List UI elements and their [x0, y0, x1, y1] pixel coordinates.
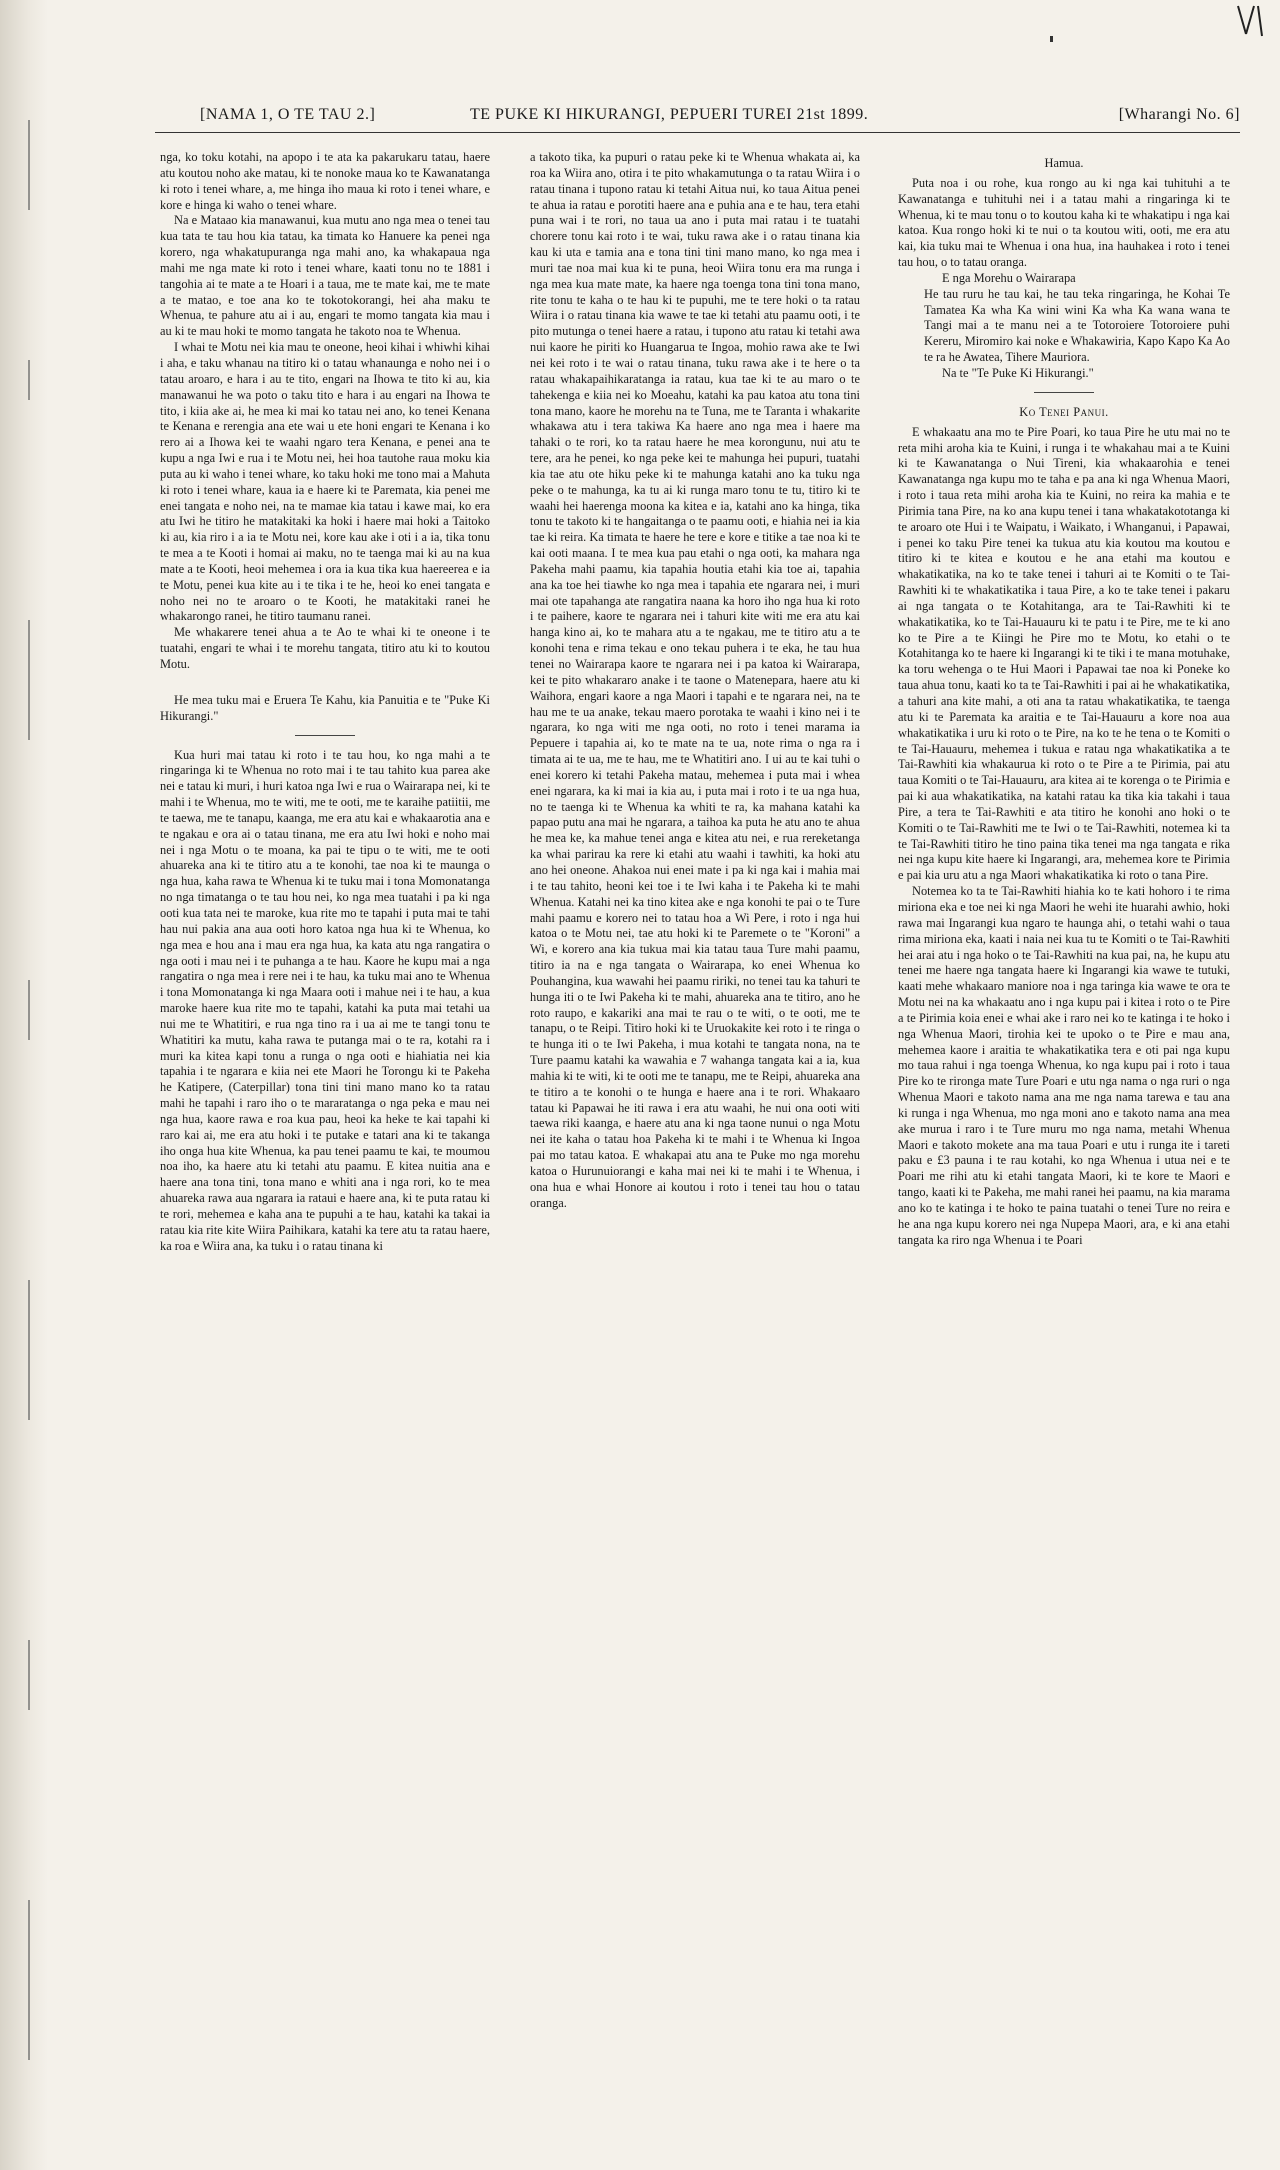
poem-signature: Na te "Te Puke Ki Hikurangi.": [942, 365, 1094, 380]
issue-number: [NAMA 1, O TE TAU 2.]: [200, 106, 376, 123]
torn-corner-icon: [1232, 4, 1272, 38]
paragraph: Kua huri mai tatau ki roto i te tau hou, ko nga mahi a te ringaringa ki te Whenua no roto mai i te tau tahito kua parea ake nei e tatau ki muri, i huri katoa nga Iwi e rua o Wairarapa nei, ki te mahi i te Whenua, mo te witi, me te ooti, me te karaihe patiitii, me te taewa, me te tanapu, kaanga, me era atu kai e whakaarotia ana e te ngakau e ora ai o tatau tinana, me era atu Iwi hoki e noho mai nei i nga Motu o te moana, ka pai te tipu o te witi, me te ooti ahuareka ana ki te titiro atu a te konohi, tae noa ki te maunga o nga hua, kaha rawa te Whenua ki te tuku mai i tona Momonatanga no nga timatanga o te tau hou nei, ko nga mea tuatahi i pa ki nga ooti kua tata nei te maroke, kua rite mo te tapahi i puta mai te tahi hau nui pakia ana aua ooti horo katoa nga hua ki te Whenua, ko nga mea e hou ana i mau era nga hua, ka kata atu nga rangatira o nga ooti i mau nei i te puhanga a te hau. Kaore he kupu mai a nga rangatira o nga mea i rere nei i te hau, ka tuku mai ano te Whenua i tona Momonatanga ki nga Maara ooti i mahue nei i te hau, a kua maroke haere kua rite mo te tapahi, katahi ka puta mai tetahi ua nui me te Whatitiri, e rua nga tino ra i ua ai me te tangi tonu te Whatitiri ka mutu, kaha rawa te putanga mai o te ra, kotahi ra i muri ka kitea kapi tonu a runga o nga ooti e hiahiatia nei kia tapahia i te ngarara e kiia nei ete Maori he Torongu ki te Pakeha he Katipere, (Caterpillar) tona tini tini mano mano ko ta ratau mahi he tapahi i raro iho o te mararatanga o nga peka e mau nei nga hua, kaore rawa e roa kua pau, heoi ka heke te kai tapahi ki raro kai ai, me era atu hoki i te putake e tatari ana ki te takanga iho onga hua kite Whenua, ka pau tenei paamu te kai, te moumou noa iho, ka haere atu ki tetahi atu paamu. E kitea nuitia ana e haere ana tona tini, tona mano e whiti ana i nga rori, ko te mea ahuareka rawa aua ngarara ia rataui e haere ana, ki te puta ratau ki te rori, mehemea e kaha ana te pupuhi a te hau, katahi ka takai ia ratau kia rite kite Wiira Paihikara, katahi ka tere atu ta ratau haere, ka roa e Wiira ana, ka tuku i o ratau tinana ki: [160, 747, 490, 1253]
paragraph: E whakaatu ana mo te Pire Poari, ko taua Pire he utu mai no te reta mihi aroha kia te Kuini, i runga i te whakahau mai a te Kuini ki te Kawanatanga o Nui Tireni, kia whakaarohia e tenei Kawanatanga nga kupu mo te taha e pa ana ki nga Whenua Maori, i roto i taua reta mihi aroha kia te Kuini, no reira ka mahia e te Pirimia tana Pire, na ko ana kupu tenei i tana whakatakototanga ki te aroaro ote Hui i te Waipatu, i Waikato, i Whanganui, i Papawai, i penei ko taku Pire tenei ka tukua atu kia koutou ma koutou e titiro ki te kitea e koutou e he ana etahi ma koutou e whakatikatika, na ko te take tenei i tahuri ai te Komiti o te Tai-Rawhiti ki te whakatikatika i taua Pire, a ko te take tenei i pakaru ai nga tangata o te Kotahitanga, ara te Tai-Rawhiti ki te whakatikatika, ko te Tai-Hauauru ki te patu i te Pire, me te ki ano ko te Pire a te Kiingi he Pire mo te Motu, ko etahi o te Kotahitanga ko te haere ki Ingarangi ki te tiki i te mana motuhake, ka toru wehenga o te Hui Maori i Papawai tae noa ki Poneke ko taua ahua tonu, kaati ko ta te Tai-Rawhiti i pai ai he whakatikatika, a tahuri ana kite mahi, a oti ana ta ratau whakatikatika, te taenga atu ki te Paremata ka araitia e te Tai-Hauauru a kore noa aua whakatikatika i uru ki roto o te Pire, na ko te he tena o te Komiti o te Tai-Hauauru, mehemea i tukua e ratau nga whakatikatika a te Tai-Rawhiti kia whakaurua ki roto o te Pire a te Pirimia, pai atu taua Komiti o te Tai-Hauauru, ara kitea ai te korenga o te Pirimia e pai ki aua whakatikatika, na katahi ratau ka tika kia takahi i taua Pire, a tera te Tai-Rawhiti e ata titiro he konohi ano hoki o te Komiti o te Tai-Rawhiti me te Iwi o te Tai-Rawhiti, notemea ki ta te Tai-Rawhiti titiro he tino paina tika tenei ma nga tangata e rika nei nga kupu kite haere ki Ingarangi, ara, mehemea kore te Pirimia e pai kia uru atu a nga Maori whakatikatika ki roto o tana Pire.: [898, 424, 1230, 883]
divider: [295, 735, 355, 736]
article-heading: Ko Tenei Panui.: [1019, 404, 1109, 419]
paragraph: a takoto tika, ka pupuri o ratau peke ki te Whenua whakata ai, ka roa ka Wiira ano, otira i te pito whakamutunga o ta ratau Wiira i o ratau tinana i tupono ratau ki tetahi Aitua nui, ko taua Aitua penei te ahua ia ratau e porotiti haere ana e puhia ana e te hau, tera etahi puna wai i te rori, no taua ua ano i puta mai ratau i te tuatahi chorere tonu kai roto i te wai, tuku rawa ake i o ratau tinana kia kau ki uta e tamia ana e tona tini tini mano mano, ko nga mea i muri tae noa mai kua ki te puna, heoi Wiira tonu era ma runga i nga mea kua mate mate, ka haere nga toenga tona tini tona mano, rite tonu te kaha o te hau ki te pupuhi, me te tere hoki o ta ratau Wiira i o ratau tinana kia wawe te tae ki tetahi atu paamu ooti, i te pito mutunga o tenei haere a ratau, i tupono atu ratau ki tetahi awa nui kaore he piriti ko Huangarua te Ingoa, mohio rawa ake te Iwi nei kei roto i te wai o ratau tinana, tuku rawa ake i te here o ta ratau whakapaihikaratanga ia ratau, kua tae ki te au maro o te tahekenga e kiia nei ko Moeahu, katahi ka pau katoa atu tona tini tona mano, kaore he morehu na te Tuna, me te Taranta i whakarite whakawa atu i tera takiwa Ka haere ano nga mea i haere ma tahaki o te rori, ko ta ratau haere he mea korongunu, nui atu te tere, ara he penei, ko nga peke kei te mahunga hei pupuri, tuatahi kia tae atu ote hiku peke ki te mahunga katahi ano ka tuku nga peke o te mahunga, ka tu ai ki runga maro tonu te tu, titiro ki te waahi hei haerenga moona ka kitea e ia, katahi ano ka hinga, tika tonu te takoto ki te hangaitanga o te paamu ooti, e hiahia nei ia kia tae ki reira. Ka timata te haere he tere e kore e titike a tae noa ki te kai ooti maana. I te mea kua pau etahi o nga ooti, ka mahara nga Pakeha mahi paamu, kia tapahia houtia etahi kia toe ai, tapahia ana ka toe hei tiawhe ko nga mea i tapahia ete ngarara nei, i muri mai ote tapahanga ate rangatira naana ka horo iho nga hua ki roto i te paihere, kaore te ngarara nei i tahuri kite witi me era atu kai hanga kino ai, ko te mahara atu a te ngakau, me te titiro atu a te konohi tena e rima tekau e ono tekau puhera i te eka, he tau hua tenei no Wairarapa kaore te ngarara nei i pa katoa ki Wairarapa, kei te pito whakararo anake i te taone o Matenepara, haere atu ki Waihora, engari kaore a nga Maori i tapahi e te ngarara nei, na te hau me te ua anake, tekau maero porotaka te waahi i kino nei i te ngarara, ko nga witi me nga ooti, no roto i tenei marama ia Pepuere i tapahia ai, ko te mate na te ua, note rima o nga ra i timata ai te ua, me te hau, me te Whatitiri ano. I ui au te kai tuhi o enei korero ki tetahi Pakeha matau, mehemea i puta mai i whea enei ngarara, ka ki mai ia kia au, i puta mai i roto i te ua nga hua, no te taenga ki te Whenua ka whiti te ra, ka mahana katahi ka papao putu ana mai he ngarara, a taihoa ka puta he atu ano te ahua he mea ke, ka mahue tenei anga e kitea atu nei, e rua rereketanga ka whai parirau ka rere ki etahi atu waahi i tawhiti, ka hoki atu ano hei oneone. Ahakoa nui enei mate i pa ki nga kai i mahia mai i te tau tahito, heoni kei toe i te Iwi kaha i te Pakeha ki te mahi Whenua. Katahi nei ka tino kitea ake e nga konohi te pai o te Ture mahi paamu e korero nei to tatau hoa a Wi Pere, i roto i nga hui katoa o te Motu nei, tae atu hoki ki te Paremete o te "Koroni" a Wi, e korero ana kia tukua mai kia tatau taua Ture mahi paamu, titiro ia na e nga tangata o Wairarapa, ko enei Whenua ko Pouhangina, kua wawahi hei paamu ririki, no tenei tau ka tahuri te hunga iti o te Iwi Pakeha ki te mahi, ahuareka ana te titiro, ano he roto raupo, e kakariki ana mai te rau o te witi, o te ooti, me te tanapu, o te Reipi. Titiro hoki ki te Uruokakite kei roto i te ringa o te hunga iti o te Iwi Pakeha, i mua kotahi te tangata nona, na te Ture paamu katahi ka wawahia e 7 wahanga tangata kai a ia, kua mahia ki te witi, ki te ooti me te tanapu, me te Reipi, ahuareka ana te titiro a te konohi o te hunga e haere ana i te rori. Whakaaro tatau ki Papawai he iti rawa i era atu waahi, he nui ona ooti witi taewa riki kaanga, e haere atu ana ki nga taone nunui o nga Motu nei ite kaha o tatau hoa Pakeha ki te mahi i te Whenua ki Ingoa pai mo tatau katoa. E whakapai atu ana te Puke mo nga morehu katoa o Hurunuiorangi e kaha mai nei ki te mahi i te Whenua, i ona hua e whai Honore ai koutou i roto i tenei tau hou o tatau oranga.: [530, 150, 860, 1210]
paragraph: I whai te Motu nei kia mau te oneone, heoi kihai i whiwhi kihai i aha, e taku whanau na titiro ki o tatau whanaunga e noho nei i o tatau aroaro, e hara i au te tito, engari na Ihowa te tito ki au, kia manawanui he wa poto o taku tito e hara i au engari na Ihowa te tito, i kiia ake ai, he mea ki mai ko tatau nei ano, ko tenei Kenana te Kenana e rerengia ana ete wai u ete honi engari te Kenana i ko rero ai a Ihowa kei te waahi ngaro tera Kenana, e penei ana te kupu a nga Iwi e rua i te Motu nei, hei hoa tautohe raua moku kia puta au ki waho i tenei whare, ko taku hoki me tono mai a Mahuta ki roto i tenei whare, kaua ia e haere ki te Paremata, kia penei me enei tangata e noho nei, na te mamae kia tatau i kawe mai, ko era atu Iwi he titiro he matakitaki ka hoki i haere mai hoki a Taitoko ki au, kia riro i a ia te Motu nei, kore kau ake i oti i a ia, tika tonu te mea a te Kooti i homai ai maku, no te taenga mai ki au na kua mate a te Kooti, heoi mehemea i ora ia kua tika kua haereerea e ia te Motu, penei kua kite au i te tika i te he, heoi ko enei tangata e noho nei no te aroaro o te Kooti, he matakitaki ranei he whakarongo ranei, he titiro taumanu ranei.: [160, 340, 490, 624]
column-1: [160, 150, 490, 1255]
scan-binding-edge: [0, 0, 48, 2170]
masthead-title: TE PUKE KI HIKURANGI, PEPUERI TUREI 21st 1899.: [470, 106, 869, 123]
place-heading: Hamua.: [1044, 156, 1084, 170]
paragraph: Me whakarere tenei ahua a te Ao te whai ki te oneone i te tuatahi, engari te whai i te morehu tangata, titiro atu ki to koutou Motu.: [160, 625, 490, 671]
article-heading: He mea tuku mai e Eruera Te Kahu, kia Panuitia e te "Puke Ki Hikurangi.": [160, 692, 490, 723]
poem-line: E nga Morehu o Wairarapa: [942, 270, 1076, 285]
divider: [1034, 392, 1094, 393]
poem-body: He tau ruru he tau kai, he tau teka ringaringa, he Kohai Te Tamatea Ka wha Ka wini wini Ka wha Ka wana wana te Tangi mai a te manu nei a te Totoroiere Totoroiere puhi Kereru, Miromiro kai noke e Whakawiria, Kapo Kapo Ka Ao te ra he Awatea, Tihere Mauriora.: [924, 286, 1230, 365]
paragraph: Notemea ko ta te Tai-Rawhiti hiahia ko te kati hohoro i te rima miriona eka e toe nei ki nga Maori he wehi ite huarahi awhio, hoki rawa mai Ingarangi kua ngaro te haunga ahi, o tetahi wahi o taua rima miriona eka, kaati i naia nei kua tu te Komiti o te Tai-Rawhiti hei arai atu i nga hoko o te Tai-Rawhiti na kua pai, na, he kupu atu tenei me haere nga tangata haere ki Ingarangi kia wawe te tutuki, kaati mehe whakaaro maniore noa i nga taringa kia wawe te ora te Motu nei na ka whakaatu ano i nga kupu pai i kitea i roto o te Pire a te Pirimia koia enei e whai ake i raro nei ko te katinga i te hoko i nga Whenua Maori, tirohia kei te upoko o te Pire e mau ana, mehemea kaore i araitia te whakatikatika tera e oti pai nga kupu mo taua rahui i nga toenga Whenua, ko nga kupu pai i roto i taua Pire ko te rironga mate Ture Poari e utu nga nama o nga ruri o nga Whenua Maori e takoto nama ana me nga nama tarewa e tau ana ki runga i nga Whenua, mo nga moni ano e takoto nama ana mea ake murua i raro i te Ture muru mo nga nama, metahi Whenua Maori e takoto mokete ana ma taua Poari e utu i runga ite i tareti paku e £3 pauna i te rau kotahi, ko nga Whenua i utua nei e te Poari me rihi atu ki etahi tangata Maori, ki te kore te Maori e tango, kaati ki te Pakeha, me mahi ranei hei paamu, na kia marama ano ko te katinga i te hoko te paina tuatahi o tenei Ture no reira e he ana nga kupu korero nei nga Nupepa Maori, ara, e ki ana etahi tangata ka riro nga Whenua i te Poari: [898, 884, 1231, 1247]
header-rule: [155, 132, 1240, 133]
paragraph: Puta noa i ou rohe, kua rongo au ki nga kai tuhituhi a te Kawanatanga e tuhituhi nei i a tatau mahi a ringaringa ki te Whenua, ki te mau tonu o to koutou kaha ki te whakatipu i nga kai katoa. Kua rongo hoki ki te nui o ta koutou witi, ooti, me era atu kai, kia tuku mai te Whenua i ona hua, ina hauhakea i roto i tenei tau hou, o to tatau oranga.: [898, 175, 1230, 270]
column-3: [898, 150, 1230, 1249]
ink-dot: [1050, 36, 1053, 42]
paragraph: Na e Mataao kia manawanui, kua mutu ano nga mea o tenei tau kua tata te tau hou kia tatau, ka timata ko Hanuere ka penei nga korero, nga whakatupuranga nga mahi ano, ka whakapaua nga mahi me nga mate ki roto i tenei whare, kaati tonu no te 1881 i tangohia ai te mate a te Hoari i a taua, me te mate kai, me te mate a te matao, e toe ana ko te tokotokorangi, hei aha maku te Whenua, te pahure atu ai i au, engari te momo tangata kia mau i au ki te mau hoki te momo tangata he takoto noa te Whenua.: [160, 213, 490, 339]
poem: [898, 271, 1230, 382]
paragraph: nga, ko toku kotahi, na apopo i te ata ka pakarukaru tatau, haere atu koutou noho ake matau, ki te nonoke maua ko te Kawanatanga ki roto i tenei whare, a, me hinga iho maua ki roto i tenei whare, e kore e hinga ki waho o tenei whare.: [160, 150, 490, 212]
page-header: [200, 106, 1240, 128]
page-number: [Wharangi No. 6]: [1118, 106, 1240, 123]
column-2: [530, 150, 860, 1212]
